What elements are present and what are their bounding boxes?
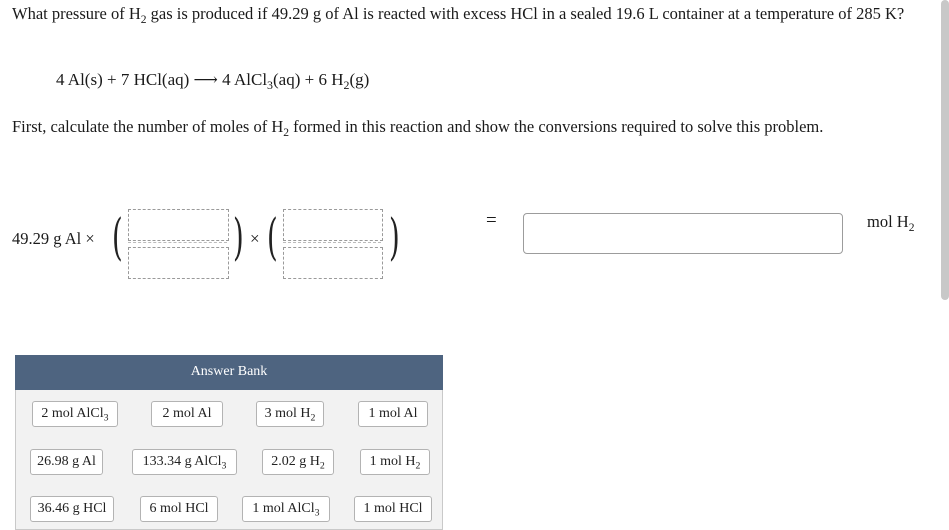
instruction-part: formed in this reaction and show the conversions required to solve this problem.	[289, 117, 824, 136]
tile-label: 1 mol AlCl	[252, 501, 315, 516]
subscript: 3	[267, 78, 273, 93]
subscript: 3	[103, 412, 109, 424]
tile-label: 133.34 g AlCl	[142, 454, 222, 469]
reaction-part: (aq) + 6 H	[273, 70, 344, 89]
factor1-numerator-slot[interactable]	[128, 209, 229, 241]
tile-label: 2.02 g H	[271, 454, 320, 469]
subscript: 3	[221, 460, 227, 472]
answer-tile[interactable]	[354, 496, 432, 522]
factor2-denominator-slot[interactable]	[283, 247, 383, 279]
instruction-text	[12, 117, 824, 140]
answer-tile[interactable]	[132, 449, 237, 475]
unit-text: mol H	[867, 212, 909, 231]
left-paren-icon: (	[112, 208, 123, 266]
answer-bank-title: Answer Bank	[190, 364, 268, 379]
multiply-sign: ×	[250, 229, 260, 248]
answer-tile[interactable]	[32, 401, 118, 427]
question-part: What pressure of H	[12, 4, 141, 23]
equals-sign: =	[486, 210, 497, 231]
answer-tile[interactable]	[358, 401, 428, 427]
instruction-part: First, calculate the number of moles of H	[12, 117, 284, 136]
reaction-equation	[56, 70, 370, 93]
subscript: 2	[415, 460, 421, 472]
tile-label: 26.98 g Al	[37, 454, 96, 469]
right-paren-icon: )	[389, 208, 400, 266]
reaction-part: (g)	[349, 70, 370, 89]
subscript: 3	[314, 507, 320, 519]
fraction-bar	[283, 242, 381, 243]
answer-tile[interactable]	[256, 401, 324, 427]
tile-label: 6 mol HCl	[149, 501, 209, 516]
tile-label: 1 mol Al	[368, 406, 418, 421]
factor1-denominator-slot[interactable]	[128, 247, 229, 279]
tile-label: 2 mol AlCl	[41, 406, 104, 421]
factor2-numerator-slot[interactable]	[283, 209, 383, 241]
tile-label: 1 mol H	[369, 454, 416, 469]
subscript: 2	[343, 78, 350, 93]
answer-tile[interactable]	[360, 449, 430, 475]
answer-input[interactable]	[523, 213, 843, 254]
left-paren-icon: (	[267, 208, 278, 266]
tile-label: 3 mol H	[264, 406, 311, 421]
fraction-bar	[128, 242, 227, 243]
question-text	[12, 0, 927, 28]
answer-tile[interactable]	[30, 449, 103, 475]
answer-unit	[867, 212, 915, 235]
subscript: 2	[310, 412, 316, 424]
right-paren-icon: )	[233, 208, 244, 266]
subscript: 2	[319, 460, 325, 472]
answer-tile[interactable]	[140, 496, 218, 522]
given-quantity: 49.29 g Al ×	[12, 229, 95, 248]
reaction-part: 4 Al(s) + 7 HCl(aq) ⟶ 4 AlCl	[56, 70, 268, 89]
answer-tile[interactable]	[30, 496, 114, 522]
tile-label: 2 mol Al	[162, 406, 212, 421]
question-part: gas is produced if 49.29 g of Al is reacted with excess HCl in a sealed 19.6 L container at a temperature of 285 K?	[146, 4, 905, 23]
tile-label: 36.46 g HCl	[37, 501, 107, 516]
subscript: 2	[140, 14, 147, 27]
subscript: 2	[908, 222, 915, 235]
answer-tile[interactable]	[262, 449, 334, 475]
scrollbar-thumb[interactable]	[941, 0, 949, 300]
answer-tile[interactable]	[151, 401, 223, 427]
tile-label: 1 mol HCl	[363, 501, 423, 516]
answer-tile[interactable]	[242, 496, 330, 522]
subscript: 2	[283, 127, 290, 140]
